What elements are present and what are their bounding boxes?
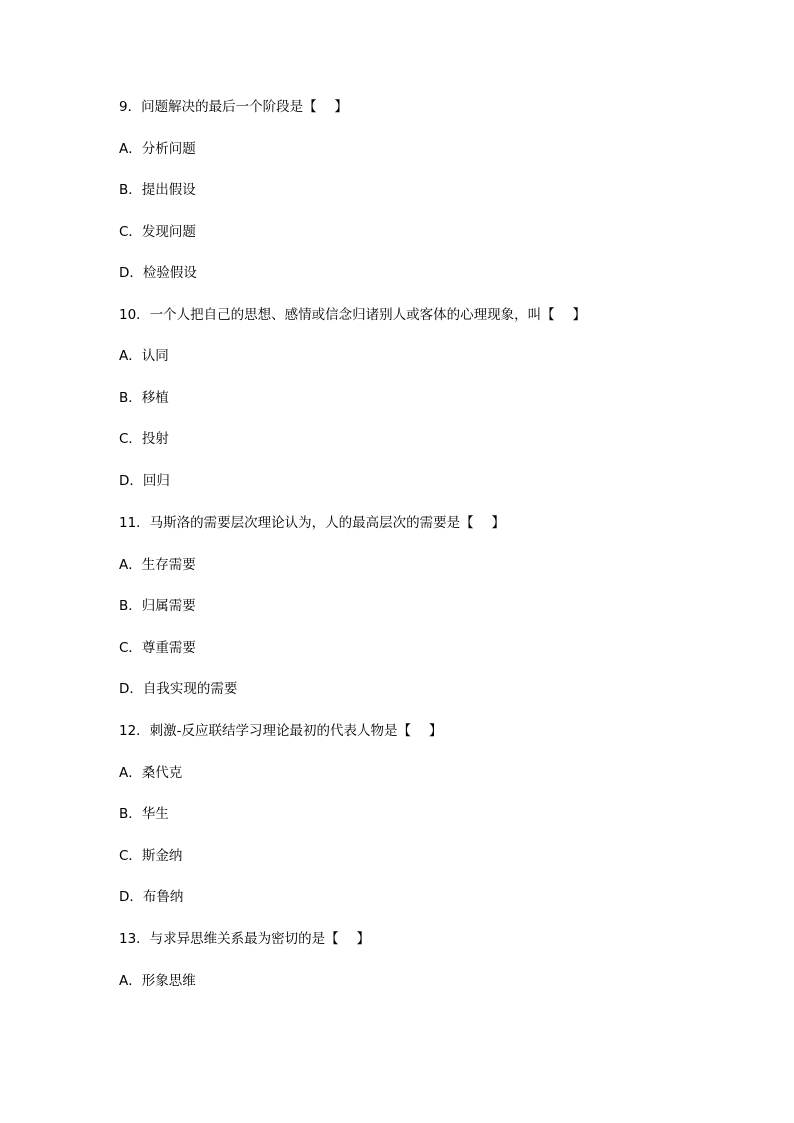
question-10-option-d: D．回归 xyxy=(119,473,170,489)
question-10-option-a: A．认同 xyxy=(119,348,169,364)
question-9-option-a: A．分析问题 xyxy=(119,141,196,157)
question-9-option-c: C．发现问题 xyxy=(119,224,196,240)
question-12-option-c: C．斯金纳 xyxy=(119,848,183,864)
question-10: 10．一个人把自己的思想、感情或信念归诸别人或客体的心理现象，叫【 】 xyxy=(119,307,586,323)
question-10-option-b: B．移植 xyxy=(119,390,169,406)
question-9-option-d: D．检验假设 xyxy=(119,265,197,281)
question-12: 12．刺激-反应联结学习理论最初的代表人物是【 】 xyxy=(119,723,443,739)
question-9-option-b: B．提出假设 xyxy=(119,182,196,198)
question-11: 11．马斯洛的需要层次理论认为，人的最高层次的需要是【 】 xyxy=(119,515,505,531)
question-13: 13．与求异思维关系最为密切的是【 】 xyxy=(119,931,370,947)
question-12-option-b: B．华生 xyxy=(119,806,169,822)
question-12-option-a: A．桑代克 xyxy=(119,765,183,781)
question-11-option-d: D．自我实现的需要 xyxy=(119,681,238,697)
question-12-option-d: D．布鲁纳 xyxy=(119,889,184,905)
question-13-option-a: A．形象思维 xyxy=(119,973,196,989)
question-11-option-c: C．尊重需要 xyxy=(119,640,196,656)
question-10-option-c: C．投射 xyxy=(119,431,169,447)
question-11-option-a: A．生存需要 xyxy=(119,557,196,573)
question-9: 9．问题解决的最后一个阶段是【 】 xyxy=(119,99,348,115)
question-11-option-b: B．归属需要 xyxy=(119,598,196,614)
